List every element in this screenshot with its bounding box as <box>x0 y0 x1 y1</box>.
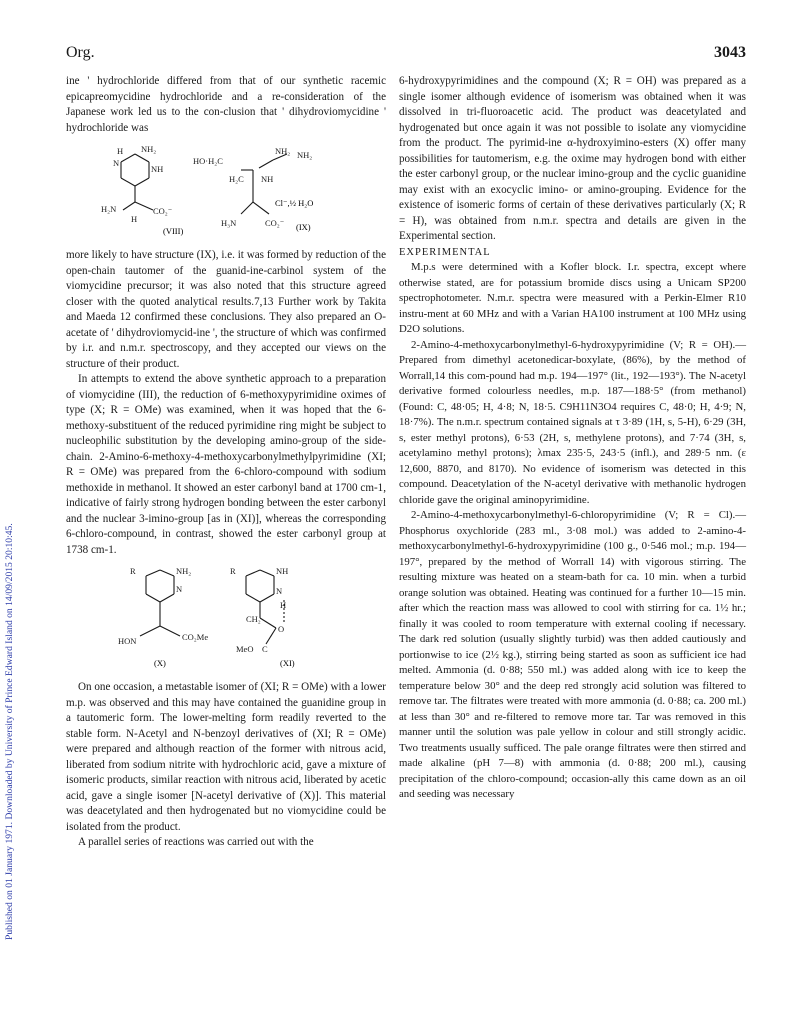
paragraph: M.p.s were determined with a Kofler block. I.r. spectra, except where otherwise stated, are for potassium bromide discs using a Unicam SP200 spectrophotometer. N.m.r. spectra were measured with a Perkin-Elmer R10 instru-ment at 60 MHz and with a Varian HA100 instrument at 100 MHz using D2O solutions. <box>399 261 746 335</box>
svg-text:H: H <box>117 146 124 156</box>
svg-text:H: H <box>131 214 138 224</box>
svg-text:NH: NH <box>261 174 274 184</box>
paragraph: ine ' hydrochloride differed from that of our synthetic racemic epicapreomycidine hydrochloride and a re-consideration of the Japanese work led us to the con-clusion that ' dihydroviomycidine ' hydrochloride was <box>66 75 386 134</box>
page-number: 3043 <box>714 44 746 61</box>
paragraph: 6-hydroxypyrimidines and the compound (X; R = OH) was prepared as a single isomer although evidence of isomerism was obtained when it was dissolved in tri-fluoroacetic acid. The product was deacetylated and hydrogenated but once again it was not possible to isolate any viomycidine from the product. The pyrimid-ine α-hydroxyimino-esters (X) offer many possibilities for tautomerism, e.g. the oxime may hydrogen bond with either the ester carbonyl group, or the nuclear imino-group and the cyclic guanidine may exist with an exocyclic imino- or amino-grouping. Evidence for the existence of isomeric forms of certain of these derivatives particularly (X; R = H), was obtained from n.m.r. spectra and details are given in the Experimental section. <box>399 75 746 242</box>
svg-text:N: N <box>176 584 183 594</box>
svg-text:R: R <box>230 566 236 576</box>
label-xi: (XI) <box>280 658 295 668</box>
svg-text:HON: HON <box>118 636 137 646</box>
paragraph: 2-Amino-4-methoxycarbonylmethyl-6-hydroxypyrimidine (V; R = OH).—Prepared from dimethyl acetonedicar-boxylate, (86%), by the method of Worrall,14 this com-pound had m.p. 194—197° (lit., 192—193°). The N-acetyl derivative formed colourless needles, m.p. 187—188·5° (from methanol) (Found: C, 48·05; H, 4·8; N, 18·5. C9H11N3O4 requires C, 48·0; H, 4·9; N, 18·7%). The n.m.r. spectrum contained signals at τ 3·89 (1H, s, 5-H), 6·29 (3H, s, ester methyl protons), 6·53 (2H, s, methylene protons), and 7·74 (3H, s, acetylamino methyl protons); λmax 235·5, 243·5 (infl.), and 289·5 nm. (ε 12,600, 8870, and 8170). No evidence of isomerism was detected in this compound. Deacetylation of the N-acetyl derivative with methanolic hydrogen chloride gave the original aminopyrimidine. <box>399 338 746 506</box>
svg-text:R: R <box>130 566 136 576</box>
journal-name: Org. <box>66 44 95 61</box>
paragraph: more likely to have structure (IX), i.e. it was formed by reduction of the open-chain tautomer of the guanid-ine-carbinol system of the viomycidine precursor; it was also noted that this structure agreed closer with the quoted analytical results.7,13 Further work by Takita and Maeda 12 confirmed these conclusions. They also prepared an O-acetate of ' dihydroviomycid-ine ', the structure of which was confirmed by i.r. and n.m.r. spectroscopy, and they accepted our views on the structure of their product. <box>66 249 386 370</box>
section-heading: EXPERIMENTAL <box>399 246 491 258</box>
download-note[interactable]: Published on 01 January 1971. Downloaded by University of Prince Edward Island on 14/09/2015 20:10:45. <box>4 523 15 940</box>
svg-text:N: N <box>113 158 120 168</box>
paragraph: 2-Amino-4-methoxycarbonylmethyl-6-chloropyrimidine (V; R = Cl).—Phosphorus oxychloride (283 ml., 3·08 mol.) was added to 2-amino-4-methoxycarbonylmethyl-6-hydroxypyrimidine (100 g., 0·546 mol.; m.p. 194—197°, prepared by the method of Worrall 14) with vigorous stirring. The resulting mixture was heated on a steam-bath for ca. 10 min. when a turbid orange solution was obtained. Heating was continued for a further 10—15 min. after which the reaction mass was allowed to cool with stirring for ca. 1½ hr.; finally it was cooled to room temperature with external cooling if necessary. The dark red solution (usually slightly turbid) was then added cautiously and portionwise to ice (2½ kg.), stirring being started as soon as sufficient ice had melted. Ammonia (d. 0·88; 550 ml.) was added along with ice to keep the temperature below 30° and the deep red strongly acid solution was filtered to remove tar. The filtrates were treated with more ammonia (d. 0·88; ca. 200 ml.) at less than 30° and re-filtered to remove more tar. Tar was removed in this manner until the solution was pale yellow in colour and still strongly acidic. Two treatments usually sufficed. The pale orange filtrates were then stirred and made alkaline (pH 7—8) with ammonia (d. 0·88; 200 ml.), causing precipitation of the chloro-compound; occasion-ally this came down as an oil and seeding was necessary <box>399 509 746 800</box>
svg-text:H₃N: H₃N <box>221 218 237 228</box>
svg-text:O: O <box>278 624 285 634</box>
svg-text:CO₂⁻: CO₂⁻ <box>153 206 173 216</box>
left-column <box>66 74 386 851</box>
svg-text:H: H <box>280 600 287 610</box>
svg-text:C: C <box>262 644 268 654</box>
salt-label: Cl⁻,½ H₂O <box>275 198 314 208</box>
paragraph: In attempts to extend the above synthetic approach to a preparation of viomycidine (III), the reduction of 6-methoxypyrimidine oximes of type (X; R = OMe) was examined, when it was hoped that the 6-methoxy-substituent of the reduced pyrimidine ring might be subject to nucleophilic substitution by the developing amino-group of the side-chain. 2-Amino-6-methoxy-4-methoxycarbonylmethylpyrimidine (XI; R = OMe) was prepared from the 6-chloro-compound with sodium methoxide in methanol. It showed an ester carbonyl band at 1700 cm-1, indicative of fairly strong hydrogen bonding between the ester carbonyl and the nuclear 3-imino-group [as in (XI)], whereas the corresponding 6-chloro-compound, in contrast, showed the ester carbonyl group at 1738 cm-1. <box>66 373 386 556</box>
svg-text:NH₂: NH₂ <box>297 150 313 160</box>
download-watermark <box>0 100 15 1000</box>
right-column <box>399 74 746 803</box>
paragraph: On one occasion, a metastable isomer of (XI; R = OMe) with a lower m.p. was observed and this may have contained the guanidine group in a tautomeric form. The lower-melting form readily reverted to the stable form. N-Acetyl and N-benzoyl derivatives of (XI; R = OMe) were prepared and although reaction of the former with nitrous acid, liberated from sodium nitrite with hydrochloric acid, gave a mixture of isomeric products, similar reaction with nitrous acid, liberated by acetic acid, gave a single isomer [N-acetyl derivative of (X)]. This material was deacetylated and then hydrogenated but no viomycidine could be isolated from the product. <box>66 681 386 833</box>
svg-text:H₂N: H₂N <box>101 204 117 214</box>
svg-text:NH: NH <box>276 566 289 576</box>
svg-text:HO·H₂C: HO·H₂C <box>193 156 223 166</box>
svg-text:CO₂⁻: CO₂⁻ <box>265 218 285 228</box>
svg-text:CH₂: CH₂ <box>246 614 261 624</box>
svg-text:H₂C: H₂C <box>229 174 244 184</box>
label-viii: (VIII) <box>163 226 184 236</box>
structure-figure-x-xi <box>116 564 336 674</box>
svg-text:NH: NH <box>151 164 164 174</box>
svg-text:NH₂: NH₂ <box>141 144 157 154</box>
structure-figure-viii-ix <box>101 142 351 242</box>
svg-text:CO₂Me: CO₂Me <box>182 632 209 642</box>
svg-text:NH₂: NH₂ <box>176 566 192 576</box>
paragraph: A parallel series of reactions was carried out with the <box>78 836 314 848</box>
label-x: (X) <box>154 658 166 668</box>
svg-text:N: N <box>276 586 283 596</box>
label-ix: (IX) <box>296 222 311 232</box>
svg-text:MeO: MeO <box>236 644 254 654</box>
svg-text:NH₂: NH₂ <box>275 146 291 156</box>
